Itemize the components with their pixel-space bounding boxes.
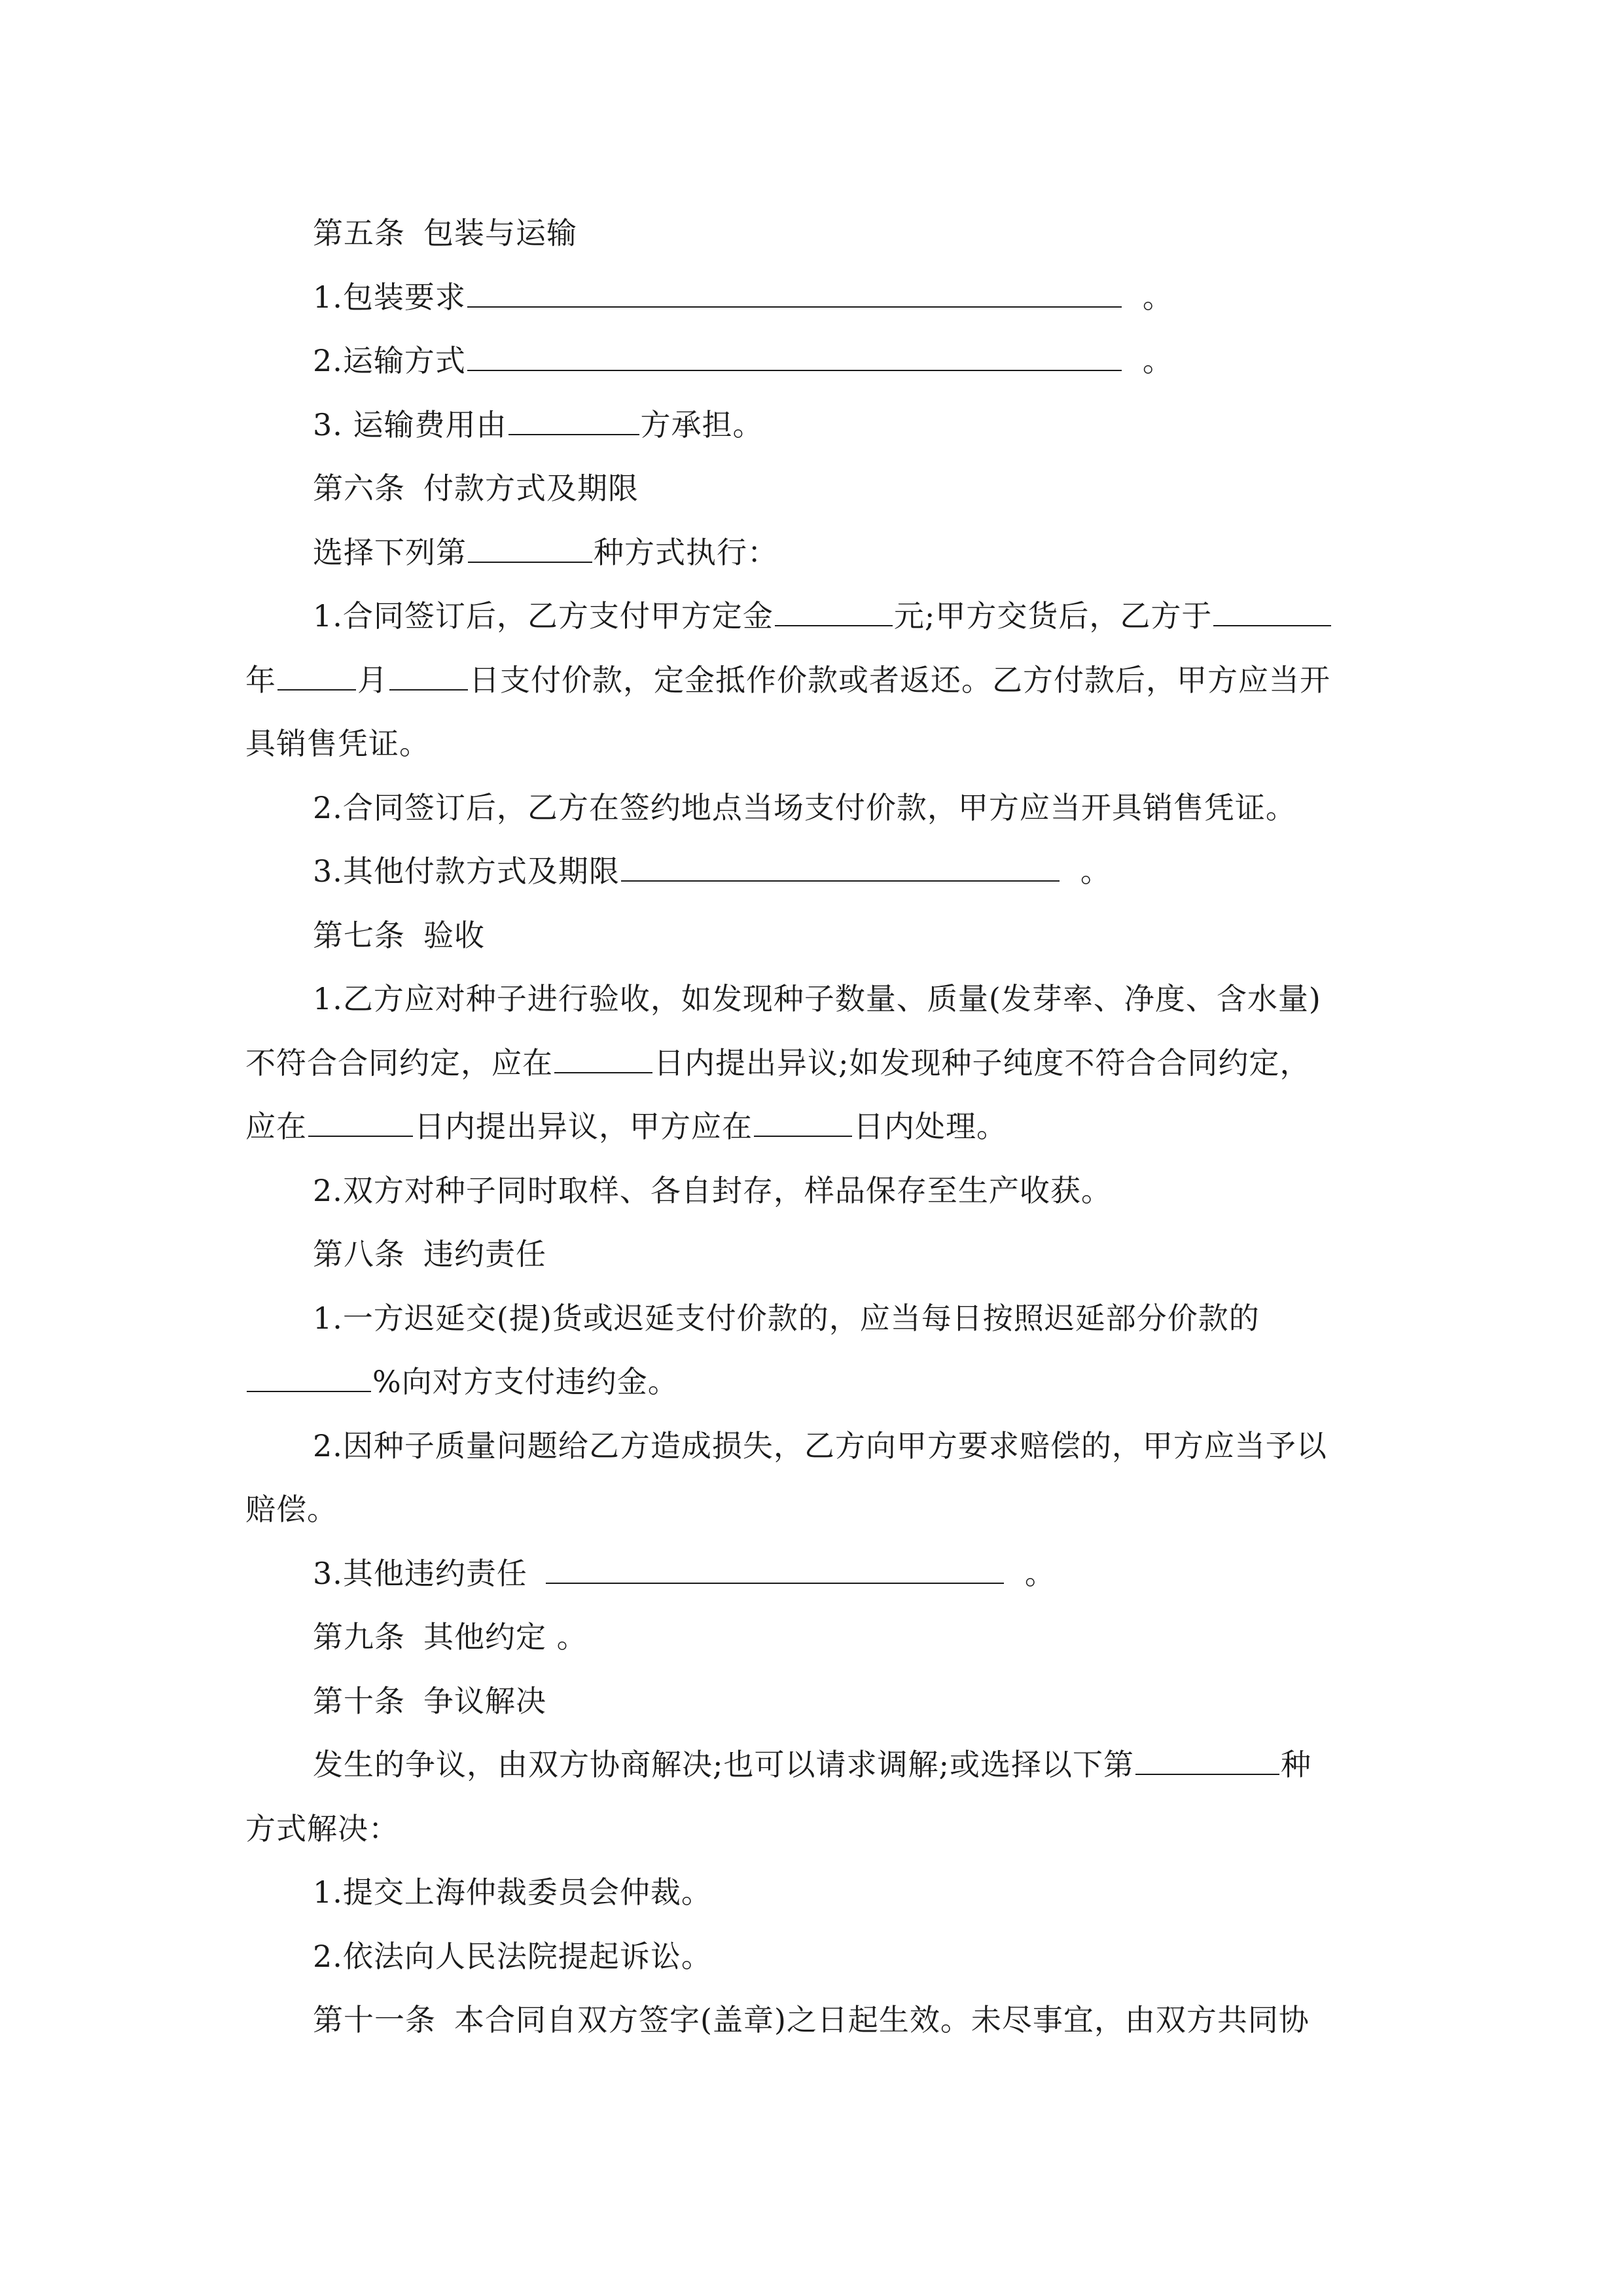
clause-end: 。 — [1142, 279, 1173, 315]
article-number: 第五条 — [313, 215, 405, 251]
clause-text: 日内提出异议;如发现种子纯度不符合合同约定， — [654, 1045, 1311, 1081]
fill-blank — [389, 664, 468, 691]
article-title: 违约责任 — [423, 1236, 546, 1272]
clause-text: 应在 — [245, 1109, 307, 1144]
clause-text: 月 — [357, 662, 388, 698]
clause-text: 3.其他付款方式及期限 — [313, 853, 620, 889]
fill-blank — [621, 855, 1060, 882]
article-title: 验收 — [423, 917, 485, 953]
clause-text: 选择下列第 — [313, 534, 467, 570]
fill-blank — [467, 345, 1122, 371]
article-11-heading — [245, 1988, 1381, 2053]
article-6-item-1-line-2 — [245, 649, 1381, 713]
article-8-item-2-line-1: 2.因种子质量问题给乙方造成损失，乙方向甲方要求赔偿的，甲方应当予以 — [313, 1427, 1327, 1463]
clause-text: 不符合合同约定，应在 — [245, 1045, 553, 1081]
clause-text: 3. 运输费用由 — [313, 406, 507, 442]
clause-text: %向对方支付违约金。 — [372, 1364, 679, 1399]
article-10-line-1 — [245, 1733, 1381, 1797]
article-title: 其他约定 。 — [423, 1619, 588, 1655]
clause-text: 2.运输方式 — [313, 343, 466, 378]
article-6-item-2: 2.合同签订后，乙方在签约地点当场支付价款，甲方应当开具销售凭证。 — [313, 789, 1296, 825]
article-6-heading — [245, 457, 1381, 521]
clause-end: 。 — [1142, 343, 1173, 378]
article-5-item-2 — [245, 329, 1381, 393]
article-number: 第七条 — [313, 917, 405, 953]
article-6-choose — [245, 521, 1381, 585]
fill-blank — [467, 281, 1122, 308]
clause-text: 元;甲方交货后，乙方于 — [893, 598, 1213, 634]
clause-text: 日内处理。 — [853, 1109, 1007, 1144]
article-text: 本合同自双方签字(盖章)之日起生效。未尽事宜，由双方共同协 — [454, 2002, 1310, 2037]
clause-text: 1.包装要求 — [313, 279, 466, 315]
clause-text: 年 — [245, 662, 276, 698]
article-6-item-1-line-3: 具销售凭证。 — [245, 726, 430, 761]
article-7-heading — [245, 904, 1381, 968]
clause-text: 种 — [1281, 1747, 1311, 1782]
article-9-heading — [245, 1605, 1381, 1670]
fill-blank — [308, 1111, 413, 1137]
fill-blank — [508, 409, 639, 435]
clause-text: 种方式执行： — [594, 534, 778, 570]
article-8-item-1-line-2 — [245, 1350, 1381, 1414]
article-5-item-1 — [245, 266, 1381, 330]
article-8-item-2-line-2: 赔偿。 — [245, 1492, 338, 1527]
clause-text: 3.其他违约责任 — [313, 1555, 527, 1591]
clause-end: 。 — [1024, 1555, 1056, 1591]
article-10-item-1: 1.提交上海仲裁委员会仲裁。 — [313, 1874, 712, 1910]
fill-blank — [554, 1047, 652, 1073]
clause-text: 日内提出异议，甲方应在 — [414, 1109, 753, 1144]
article-number: 第八条 — [313, 1236, 405, 1272]
article-5-heading — [245, 202, 1381, 266]
clause-end: 。 — [1080, 853, 1111, 889]
fill-blank — [1135, 1749, 1279, 1775]
clause-text: 发生的争议，由双方协商解决;也可以请求调解;或选择以下第 — [313, 1747, 1134, 1782]
article-10-heading — [245, 1670, 1381, 1734]
article-number: 第九条 — [313, 1619, 405, 1655]
fill-blank — [277, 664, 356, 691]
article-7-item-1-line-2 — [245, 1031, 1381, 1096]
article-10-item-2: 2.依法向人民法院提起诉讼。 — [313, 1938, 712, 1974]
article-7-item-2: 2.双方对种子同时取样、各自封存，样品保存至生产收获。 — [313, 1172, 1112, 1208]
fill-blank — [546, 1558, 1004, 1584]
fill-blank — [247, 1366, 371, 1392]
article-10-line-2: 方式解决： — [245, 1810, 399, 1846]
fill-blank — [775, 600, 893, 626]
article-8-item-3 — [245, 1542, 1381, 1606]
article-5-item-3 — [245, 393, 1381, 457]
fill-blank — [468, 537, 592, 563]
clause-text: 1.合同签订后，乙方支付甲方定金 — [313, 598, 774, 634]
article-number: 第十条 — [313, 1683, 405, 1719]
contract-body — [245, 202, 1381, 2053]
article-title: 付款方式及期限 — [423, 471, 639, 506]
clause-text: 方承担。 — [640, 406, 764, 442]
article-7-item-1-line-3 — [245, 1095, 1381, 1159]
article-title: 包装与运输 — [423, 215, 577, 251]
article-8-item-1-line-1: 1.一方迟延交(提)货或迟延支付价款的，应当每日按照迟延部分价款的 — [313, 1300, 1260, 1336]
article-number: 第六条 — [313, 471, 405, 506]
fill-blank — [1213, 600, 1331, 626]
clause-text: 日支付价款，定金抵作价款或者返还。乙方付款后，甲方应当开 — [469, 662, 1330, 698]
fill-blank — [754, 1111, 852, 1137]
article-8-heading — [245, 1223, 1381, 1287]
article-title: 争议解决 — [423, 1683, 546, 1719]
article-7-item-1-line-1: 1.乙方应对种子进行验收，如发现种子数量、质量(发芽率、净度、含水量) — [313, 981, 1321, 1016]
article-number: 第十一条 — [313, 2002, 436, 2037]
article-6-item-3 — [245, 840, 1381, 904]
article-6-item-1-line-1 — [245, 584, 1381, 649]
